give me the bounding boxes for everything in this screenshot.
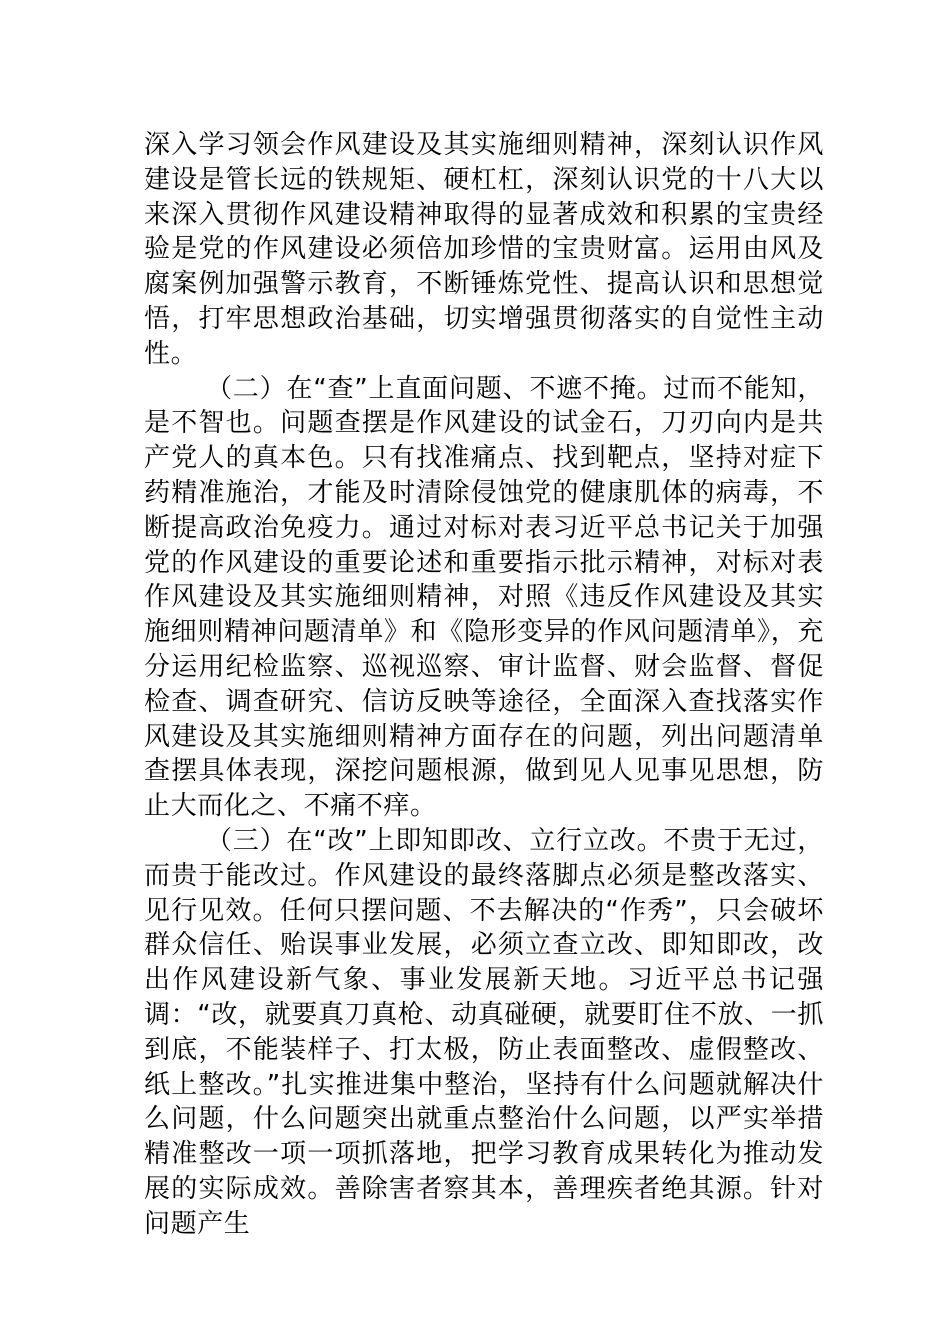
document-body [144, 128, 824, 1242]
paragraph-section-2: （二）在“查”上直面问题、不遮不掩。过而不能知，是不智也。问题查摆是作风建设的试金石，刀刃向内是共产党人的真本色。只有找准痛点、找到靶点，坚持对症下药精准施治，才能及时清除侵蚀党的健康肌体的病毒，不断提高政治免疫力。通过对标对表习近平总书记关于加强党的作风建设的重要论述和重要指示批示精神，对标对表作风建设及其实施细则精神，对照《违反作风建设及其实施细则精神问题清单》和《隐形变异的作风问题清单》，充分运用纪检监察、巡视巡察、审计监督、财会监督、督促检查、调查研究、信访反映等途径，全面深入查找落实作风建设及其实施细则精神方面存在的问题，列出问题清单查摆具体表现，深挖问题根源，做到见人见事见思想，防止大而化之、不痛不痒。 [144, 373, 824, 822]
paragraph-continued: 深入学习领会作风建设及其实施细则精神，深刻认识作风建设是管长远的铁规矩、硬杠杠，深刻认识党的十八大以来深入贯彻作风建设精神取得的显著成效和积累的宝贵经验是党的作风建设必须倍加珍惜的宝贵财富。运用由风及腐案例加强警示教育，不断锤炼党性、提高认识和思想觉悟，打牢思想政治基础，切实增强贯彻落实的自觉性主动性。 [144, 130, 824, 369]
paragraph-section-3: （三）在“改”上即知即改、立行立改。不贵于无过，而贵于能改过。作风建设的最终落脚点必须是整改落实、见行见效。任何只摆问题、不去解决的“作秀”，只会破坏群众信任、贻误事业发展，必须立查立改、即知即改，改出作风建设新气象、事业发展新天地。习近平总书记强调：“改，就要真刀真枪、动真碰硬，就要盯住不放、一抓到底，不能装样子、打太极，防止表面整改、虚假整改、纸上整改。”扎实推进集中整治，坚持有什么问题就解决什么问题，什么问题突出就重点整治什么问题，以严实举措精准整改一项一项抓落地，把学习教育成果转化为推动发展的实际成效。善除害者察其本，善理疾者绝其源。针对问题产生 [144, 825, 824, 1239]
